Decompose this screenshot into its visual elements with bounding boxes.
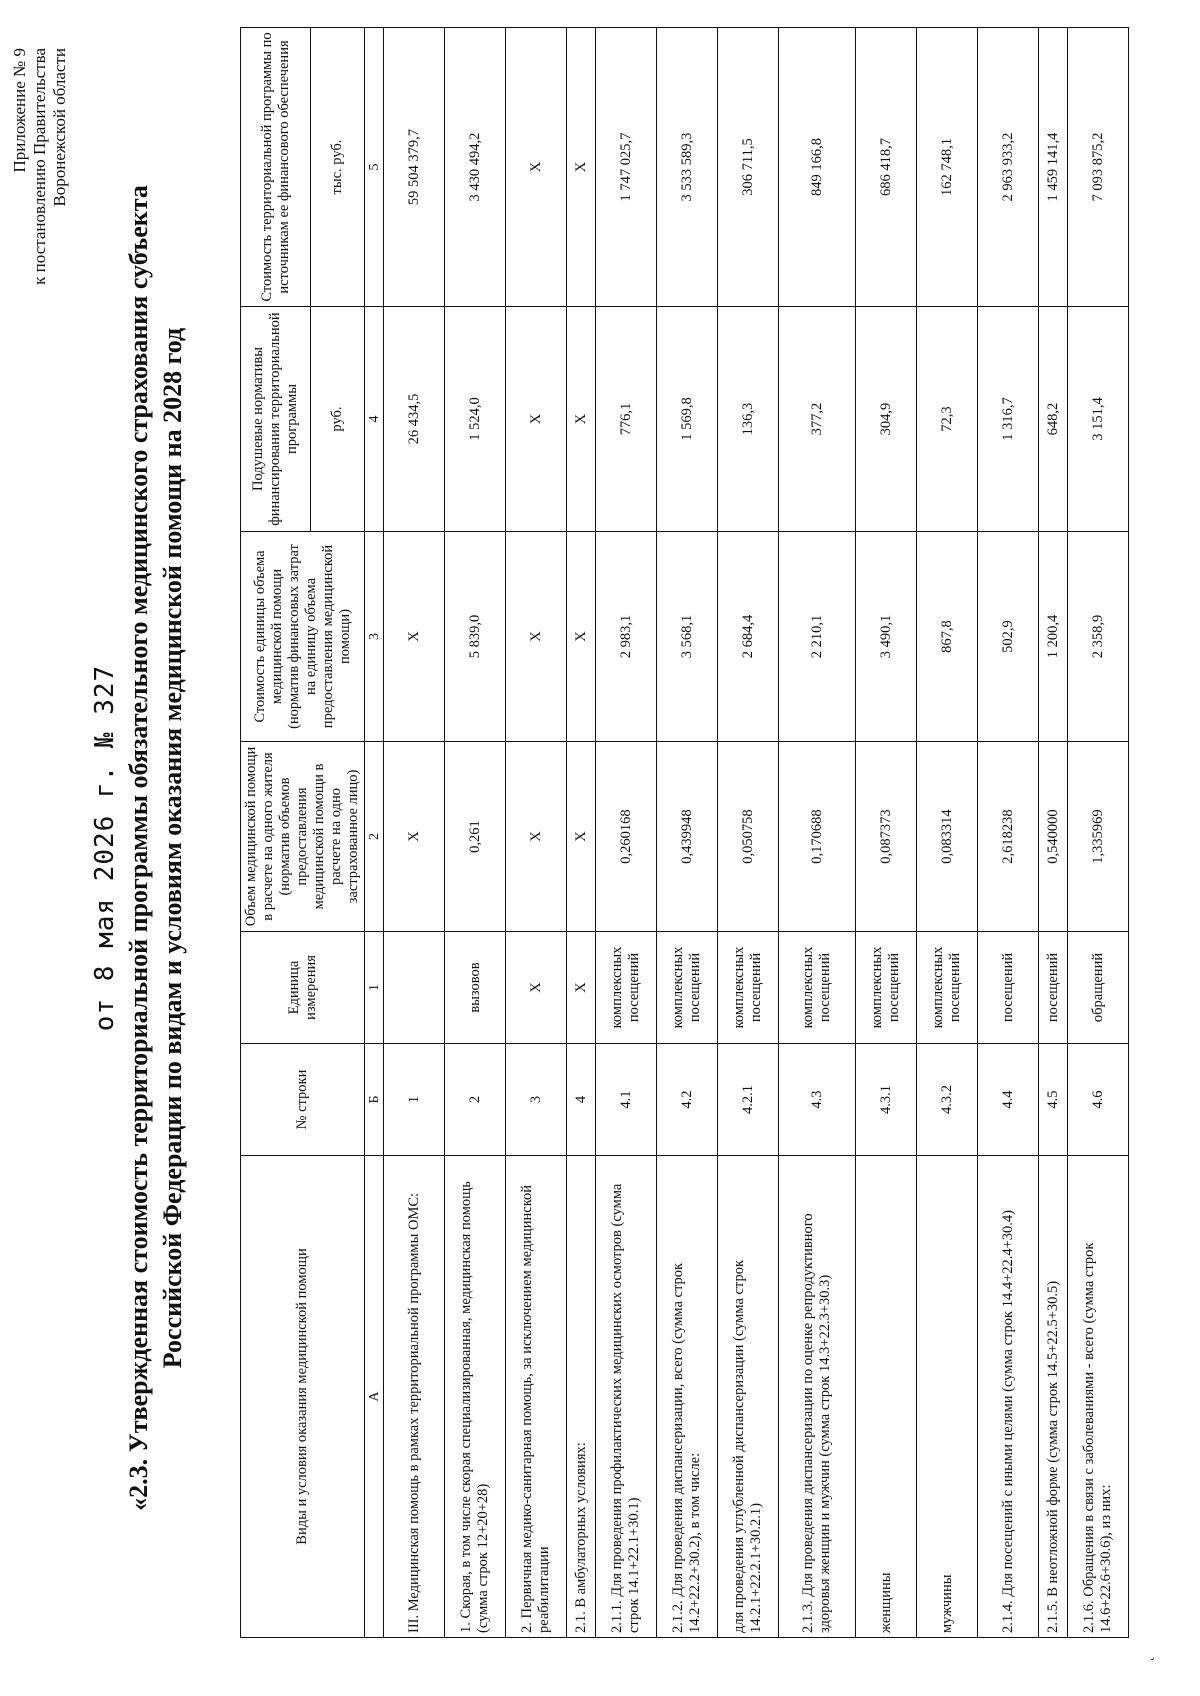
header-unit-cost: Стоимость единицы объема медицинской помощи (норматив финансовых затрат на единицу объема предоставления медицинской помощи) bbox=[241, 532, 365, 742]
cell-unit-cost: 3 568,1 bbox=[657, 532, 718, 742]
table-row bbox=[718, 28, 779, 1638]
cell-per-capita: 3 151,4 bbox=[1068, 307, 1129, 532]
cell-unit-cost: 2 684,4 bbox=[718, 532, 779, 742]
cell-total: 2 963 933,2 bbox=[978, 28, 1039, 307]
column-number: 1 bbox=[365, 932, 384, 1044]
table-row bbox=[856, 28, 917, 1638]
cell-volume: 0,170688 bbox=[779, 742, 856, 932]
cell-per-capita: 1 316,7 bbox=[978, 307, 1039, 532]
cell-total: 59 504 379,7 bbox=[384, 28, 445, 307]
cell-total: 1 459 141,4 bbox=[1039, 28, 1068, 307]
cell-total: 162 748,1 bbox=[917, 28, 978, 307]
cell-total: 306 711,5 bbox=[718, 28, 779, 307]
cell-volume: X bbox=[384, 742, 445, 932]
cell-per-capita: X bbox=[506, 307, 567, 532]
table-row bbox=[596, 28, 657, 1638]
cell-no: 4.5 bbox=[1039, 1044, 1068, 1156]
appendix-line-2: к постановлению Правительства bbox=[30, 48, 49, 285]
cell-unit: посещений bbox=[978, 932, 1039, 1044]
cell-name: 2.1.2. Для проведения диспансеризации, всего (сумма строк 14.2+22.2+30.2), в том числе: bbox=[657, 1156, 718, 1638]
cell-no: 4.3.2 bbox=[917, 1044, 978, 1156]
header-unit: Единица измерения bbox=[241, 932, 365, 1044]
header-row-no: № строки bbox=[241, 1044, 365, 1156]
cell-unit: посещений bbox=[1039, 932, 1068, 1044]
cell-unit: комплексных посещений bbox=[718, 932, 779, 1044]
column-number: А bbox=[365, 1156, 384, 1638]
cell-unit-cost: 2 983,1 bbox=[596, 532, 657, 742]
decree-date-stamp: от 8 мая 2026 г. № 327 bbox=[90, 664, 120, 1032]
cell-volume: 2,618238 bbox=[978, 742, 1039, 932]
cell-unit-cost: 502,9 bbox=[978, 532, 1039, 742]
cost-table bbox=[240, 27, 1129, 1638]
header-volume: Объем медицинской помощи в расчете на одного жителя (норматив объемов предоставления медицинской помощи в расчете на одно застрахованное лицо) bbox=[241, 742, 365, 932]
column-number: 4 bbox=[365, 307, 384, 532]
column-number: 2 bbox=[365, 742, 384, 932]
title-line-1: «2.3. Утвержденная стоимость территориальной программы обязательного медицинского страхования субъекта bbox=[124, 185, 153, 1511]
cell-no: 4.4 bbox=[978, 1044, 1039, 1156]
cell-volume: X bbox=[567, 742, 596, 932]
cell-unit-cost: X bbox=[384, 532, 445, 742]
header-per-capita: Подушевые нормативы финансирования территориальной программы bbox=[241, 307, 311, 532]
cell-unit-cost: 867,8 bbox=[917, 532, 978, 742]
cell-name: женщины bbox=[856, 1156, 917, 1638]
cell-unit: комплексных посещений bbox=[779, 932, 856, 1044]
cell-total: 686 418,7 bbox=[856, 28, 917, 307]
table-row bbox=[978, 28, 1039, 1638]
cell-per-capita: 72,3 bbox=[917, 307, 978, 532]
cell-unit-cost: 2 210,1 bbox=[779, 532, 856, 742]
cell-total: 849 166,8 bbox=[779, 28, 856, 307]
cell-volume: 0,540000 bbox=[1039, 742, 1068, 932]
cell-per-capita: 26 434,5 bbox=[384, 307, 445, 532]
cell-unit-cost: 2 358,9 bbox=[1068, 532, 1129, 742]
cell-per-capita: 377,2 bbox=[779, 307, 856, 532]
table-row bbox=[445, 28, 506, 1638]
table-row bbox=[1039, 28, 1068, 1638]
column-number: 3 bbox=[365, 532, 384, 742]
cell-volume: 0,050758 bbox=[718, 742, 779, 932]
cell-name: 2.1.4. Для посещений с иными целями (сумма строк 14.4+22.4+30.4) bbox=[978, 1156, 1039, 1638]
cell-unit: комплексных посещений bbox=[917, 932, 978, 1044]
cell-per-capita: 136,3 bbox=[718, 307, 779, 532]
table-row bbox=[506, 28, 567, 1638]
cell-unit: обращений bbox=[1068, 932, 1129, 1044]
cell-no: 4 bbox=[567, 1044, 596, 1156]
cell-unit-cost: 5 839,0 bbox=[445, 532, 506, 742]
table-row bbox=[657, 28, 718, 1638]
cell-unit-cost: 1 200,4 bbox=[1039, 532, 1068, 742]
cell-unit: комплексных посещений bbox=[856, 932, 917, 1044]
table-body bbox=[384, 28, 1129, 1638]
cell-per-capita: X bbox=[567, 307, 596, 532]
cell-no: 2 bbox=[445, 1044, 506, 1156]
table-row bbox=[1068, 28, 1129, 1638]
cell-no: 4.3.1 bbox=[856, 1044, 917, 1156]
cell-volume: 0,087373 bbox=[856, 742, 917, 932]
cell-per-capita: 1 569,8 bbox=[657, 307, 718, 532]
cell-no: 3 bbox=[506, 1044, 567, 1156]
cell-no: 4.2 bbox=[657, 1044, 718, 1156]
cell-unit-cost: 3 490,1 bbox=[856, 532, 917, 742]
cell-name: 2. Первичная медико-санитарная помощь, за исключением медицинской реабилитации bbox=[506, 1156, 567, 1638]
cell-total: X bbox=[506, 28, 567, 307]
header-per-capita-unit: руб. bbox=[311, 307, 365, 532]
appendix-note bbox=[10, 48, 70, 285]
cell-name: 2.1. В амбулаторных условиях: bbox=[567, 1156, 596, 1638]
cell-no: 4.6 bbox=[1068, 1044, 1129, 1156]
cell-unit: вызовов bbox=[445, 932, 506, 1044]
cell-per-capita: 776,1 bbox=[596, 307, 657, 532]
cell-unit: X bbox=[506, 932, 567, 1044]
cell-volume: 1,335969 bbox=[1068, 742, 1129, 932]
appendix-line-1: Приложение № 9 bbox=[10, 48, 29, 173]
cell-unit: комплексных посещений bbox=[657, 932, 718, 1044]
cell-name: 1. Скорая, в том числе скорая специализированная, медицинская помощь (сумма строк 12+20+28) bbox=[445, 1156, 506, 1638]
cell-name: 2.1.1. Для проведения профилактических медицинских осмотров (сумма строк 14.1+22.1+30.1) bbox=[596, 1156, 657, 1638]
cell-total: 3 430 494,2 bbox=[445, 28, 506, 307]
document-title bbox=[122, 40, 190, 1656]
cell-name: 2.1.5. В неотложной форме (сумма строк 14.5+22.5+30.5) bbox=[1039, 1156, 1068, 1638]
page-speck: ˛ bbox=[1140, 1656, 1155, 1661]
cell-no: 1 bbox=[384, 1044, 445, 1156]
title-line-2: Российской Федерации по видам и условиям оказания медицинской помощи на 2028 год bbox=[158, 327, 187, 1369]
cell-name: III. Медицинская помощь в рамках территориальной программы ОМС: bbox=[384, 1156, 445, 1638]
table-row bbox=[917, 28, 978, 1638]
cell-per-capita: 304,9 bbox=[856, 307, 917, 532]
cell-volume: 0,260168 bbox=[596, 742, 657, 932]
cell-total: 3 533 589,3 bbox=[657, 28, 718, 307]
cell-unit: X bbox=[567, 932, 596, 1044]
cell-no: 4.3 bbox=[779, 1044, 856, 1156]
cell-name: 2.1.3. Для проведения диспансеризации по оценке репродуктивного здоровья женщин и мужчин (сумма строк 14.3+22.3+30.3) bbox=[779, 1156, 856, 1638]
table-row bbox=[567, 28, 596, 1638]
header-total-cost-unit: тыс. руб. bbox=[311, 28, 365, 307]
cell-no: 4.2.1 bbox=[718, 1044, 779, 1156]
table-row bbox=[384, 28, 445, 1638]
cell-volume: X bbox=[506, 742, 567, 932]
cell-volume: 0,261 bbox=[445, 742, 506, 932]
cell-unit-cost: X bbox=[567, 532, 596, 742]
cell-total: X bbox=[567, 28, 596, 307]
cell-volume: 0,439948 bbox=[657, 742, 718, 932]
cell-per-capita: 1 524,0 bbox=[445, 307, 506, 532]
cell-volume: 0,083314 bbox=[917, 742, 978, 932]
appendix-line-3: Воронежской области bbox=[50, 48, 69, 207]
cell-unit: комплексных посещений bbox=[596, 932, 657, 1044]
cell-name: для проведения углубленной диспансеризации (сумма строк 14.2.1+22.2.1+30.2.1) bbox=[718, 1156, 779, 1638]
cell-per-capita: 648,2 bbox=[1039, 307, 1068, 532]
cell-total: 7 093 875,2 bbox=[1068, 28, 1129, 307]
table-row bbox=[779, 28, 856, 1638]
header-kind: Виды и условия оказания медицинской помощи bbox=[241, 1156, 365, 1638]
column-number: 5 bbox=[365, 28, 384, 307]
cell-unit bbox=[384, 932, 445, 1044]
column-number: Б bbox=[365, 1044, 384, 1156]
header-total-cost: Стоимость территориальной программы по источникам ее финансового обеспечения bbox=[241, 28, 311, 307]
cell-name: мужчины bbox=[917, 1156, 978, 1638]
cell-name: 2.1.6. Обращения в связи с заболеваниями - всего (сумма строк 14.6+22.6+30.6), из них: bbox=[1068, 1156, 1129, 1638]
cell-total: 1 747 025,7 bbox=[596, 28, 657, 307]
cell-unit-cost: X bbox=[506, 532, 567, 742]
cell-no: 4.1 bbox=[596, 1044, 657, 1156]
